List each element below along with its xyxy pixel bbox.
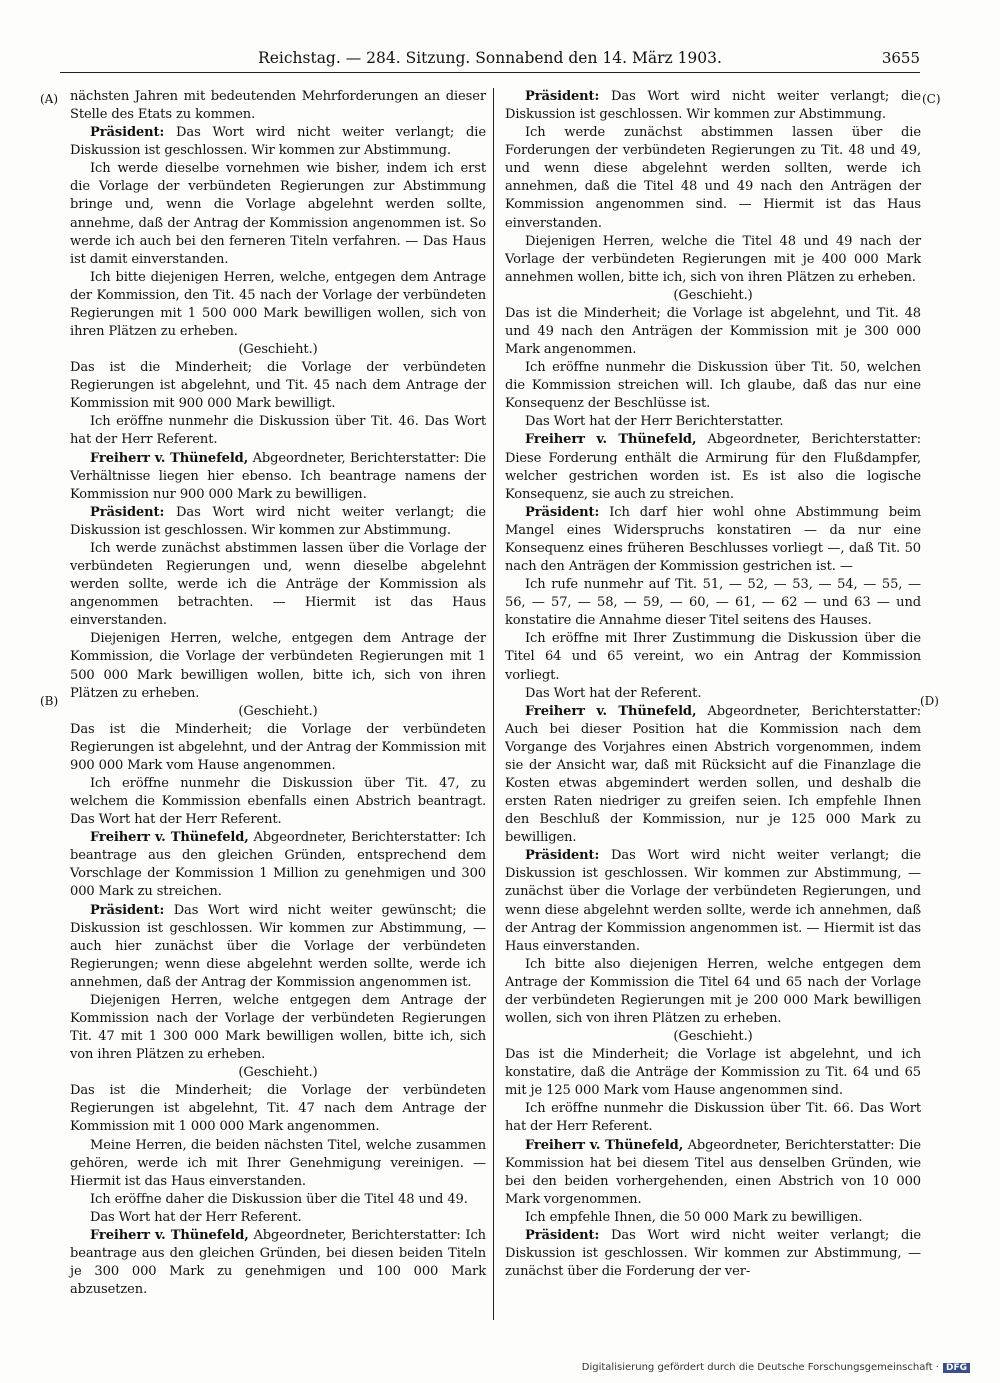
paragraph: Das ist die Minderheit; die Vorlage der verbündeten Regierungen ist abgelehnt, Tit. 47 nach dem Antrage der Kommission mit 1 000 000 Mark angenommen. xyxy=(70,1083,486,1135)
speaker-name: Freiherr v. Thünefeld, xyxy=(90,1227,249,1243)
paragraph: Präsident: Das Wort wird nicht weiter verlangt; die Diskussion ist geschlossen. Wir kommen zur Abstimmung. xyxy=(505,89,921,123)
paragraph: Das Wort hat der Herr Berichterstatter. xyxy=(525,414,784,430)
paragraph: Diejenigen Herren, welche, entgegen dem Antrage der Kommission, die Vorlage der verbündeten Regierungen mit 1 500 000 Mark bewilligen wollen, bitte ich, sich von ihren Plätzen zu erheben. xyxy=(70,631,486,701)
paragraph: Das ist die Minderheit; die Vorlage der verbündeten Regierungen ist abgelehnt, und Tit. 45 nach dem Antrage der Kommission mit 900 000 Mark bewilligt. xyxy=(70,360,486,412)
paragraph: Das Wort hat der Referent. xyxy=(525,685,702,701)
paragraph: Ich werde zunächst abstimmen lassen über die Forderungen der verbündeten Regierungen zu Tit. 48 und 49, und wenn diese abgelehnt werden sollten, werde ich annehmen, daß die Titel 48 und 49 nach den Anträgen der Kommission angenommen sind. — Hiermit ist das Haus einverstanden. xyxy=(505,125,921,231)
paragraph: Präsident: Das Wort wird nicht weiter verlangt; die Diskussion ist geschlossen. Wir kommen zur Abstimmung. xyxy=(70,125,486,159)
stage-direction: (Geschieht.) xyxy=(238,1065,318,1081)
speaker-name: Freiherr v. Thünefeld, xyxy=(525,703,697,719)
paragraph: Ich eröffne nunmehr die Diskussion über Tit. 50, welchen die Kommission streichen will. Ich glaube, daß das nur eine Konsequenz der Beschlüsse ist. xyxy=(505,360,921,412)
margin-mark-c: (C) xyxy=(922,92,941,106)
speaker-name: Freiherr v. Thünefeld, xyxy=(90,450,249,466)
page-header xyxy=(60,44,920,72)
speaker-name: Präsident: xyxy=(525,1227,600,1243)
paragraph: Das ist die Minderheit; die Vorlage ist abgelehnt, und Tit. 48 und 49 nach den Anträgen der Kommission mit je 300 000 Mark angenommen. xyxy=(505,305,921,358)
paragraph: Ich eröffne mit Ihrer Zustimmung die Diskussion über die Titel 64 und 65 vereint, wo ein Antrag der Kommission vorliegt. xyxy=(505,631,921,683)
paragraph: Ich bitte also diejenigen Herren, welche entgegen dem Antrage der Kommission die Titel 64 und 65 nach der Vorlage der verbündeten Regierungen mit je 200 000 Mark bewilligen wollen, sich von ihren Plätzen zu erheben. xyxy=(505,956,921,1026)
paragraph: Präsident: Das Wort wird nicht weiter verlangt; die Diskussion ist geschlossen. Wir kommen zur Abstimmung, — zunächst über die Forderung der ver- xyxy=(505,1227,921,1280)
paragraph: Präsident: Das Wort wird nicht weiter gewünscht; die Diskussion ist geschlossen. Wir kommen zur Abstimmung, — auch hier zunächst über die Vorlage der verbündeten Regierungen; wenn diese abgelehnt werden sollte, werde ich annehmen, daß der Antrag der Kommission angenommen ist. xyxy=(70,902,486,990)
paragraph: Freiherr v. Thünefeld, Abgeordneter, Berichterstatter: Ich beantrage aus den gleichen Gründen, entsprechend dem Vorschlage der Kommission 1 Million zu genehmigen und 300 000 Mark zu streichen. xyxy=(70,830,486,900)
speaker-name: Präsident: xyxy=(525,89,600,104)
paragraph: Meine Herren, die beiden nächsten Titel, welche zusammen gehören, werde ich mit Ihrer Genehmigung vereinigen. — Hiermit ist das Haus einverstanden. xyxy=(70,1137,486,1189)
paragraph: Ich rufe nunmehr auf Tit. 51, — 52, — 53, — 54, — 55, — 56, — 57, — 58, — 59, — 60, — 61, — 62 — und 63 — und konstatire die Annahme dieser Titel seitens des Hauses. xyxy=(505,577,921,629)
header-rule xyxy=(60,72,920,73)
paragraph: Das ist die Minderheit; die Vorlage der verbündeten Regierungen ist abgelehnt, und der Antrag der Kommission mit 900 000 Mark vom Hause angenommen. xyxy=(70,721,486,773)
right-column xyxy=(505,88,921,1281)
paragraph: Das ist die Minderheit; die Vorlage ist abgelehnt, und ich konstatire, daß die Anträge der Kommission zu Tit. 64 und 65 mit je 125 000 Mark vom Hause angenommen sind. xyxy=(505,1047,921,1099)
page-number: 3655 xyxy=(881,49,920,67)
margin-mark-d: (D) xyxy=(920,694,939,708)
left-column xyxy=(70,88,486,1299)
paragraph: Ich eröffne daher die Diskussion über die Titel 48 und 49. xyxy=(90,1191,468,1207)
paragraph: Diejenigen Herren, welche entgegen dem Antrage der Kommission nach der Vorlage der verbündeten Regierungen Tit. 47 mit 1 300 000 Mark bewilligen wollen, bitte ich, sich von ihren Plätzen zu erheben. xyxy=(70,992,486,1063)
paragraph: Ich eröffne nunmehr die Diskussion über Tit. 46. Das Wort hat der Herr Referent. xyxy=(70,414,486,448)
header-title: Reichstag. — 284. Sitzung. Sonnabend den 14. März 1903. xyxy=(258,49,722,67)
speaker-name: Freiherr v. Thünefeld, xyxy=(90,830,249,846)
margin-mark-a: (A) xyxy=(40,92,59,106)
stage-direction: (Geschieht.) xyxy=(238,703,318,719)
speaker-name: Freiherr v. Thünefeld, xyxy=(525,432,697,448)
stage-direction: (Geschieht.) xyxy=(238,342,318,358)
speaker-name: Präsident: xyxy=(525,504,600,520)
speaker-name: Freiherr v. Thünefeld, xyxy=(525,1137,684,1153)
footer-text: Digitalisierung gefördert durch die Deutsche Forschungsgemeinschaft · xyxy=(581,1362,939,1373)
margin-mark-b: (B) xyxy=(40,694,59,708)
paragraph: Freiherr v. Thünefeld, Abgeordneter, Berichterstatter: Diese Forderung enthält die Armirung für den Flußdampfer, welcher gestrichen worden ist. Es ist also die logische Konsequenz, sie auch zu streichen. xyxy=(505,432,921,502)
speaker-name: Präsident: xyxy=(90,504,165,520)
dfg-logo: DFG xyxy=(943,1363,970,1373)
paragraph: Freiherr v. Thünefeld, Abgeordneter, Berichterstatter: Die Kommission hat bei diesem Titel aus denselben Gründen, wie bei den beiden vorhergehenden, einen Abstrich von 10 000 Mark vorgenommen. xyxy=(505,1137,921,1207)
paragraph: Ich eröffne nunmehr die Diskussion über Tit. 66. Das Wort hat der Herr Referent. xyxy=(505,1101,921,1135)
column-divider xyxy=(493,88,494,1320)
paragraph: Präsident: Das Wort wird nicht weiter verlangt; die Diskussion ist geschlossen. Wir kommen zur Abstimmung. xyxy=(70,504,486,538)
paragraph: Ich bitte diejenigen Herren, welche, entgegen dem Antrage der Kommission, den Tit. 45 nach der Vorlage der verbündeten Regierungen mit 1 500 000 Mark bewilligen wollen, sich von ihren Plätzen zu erheben. xyxy=(70,269,486,340)
paragraph: Präsident: Das Wort wird nicht weiter verlangt; die Diskussion ist geschlossen. Wir kommen zur Abstimmung, — zunächst über die Vorlage der verbündeten Regierungen, und wenn diese abgelehnt werden sollte, werde ich annehmen, daß der Antrag der Kommission angenommen ist. — Hiermit ist das Haus einverstanden. xyxy=(505,848,921,954)
stage-direction: (Geschieht.) xyxy=(673,287,753,303)
paragraph: Ich eröffne nunmehr die Diskussion über Tit. 47, zu welchem die Kommission ebenfalls einen Abstrich beantragt. Das Wort hat der Herr Referent. xyxy=(70,775,486,828)
speaker-name: Präsident: xyxy=(525,848,600,864)
paragraph: Ich empfehle Ihnen, die 50 000 Mark zu bewilligen. xyxy=(525,1209,863,1225)
paragraph: Diejenigen Herren, welche die Titel 48 und 49 nach der Vorlage der verbündeten Regierungen mit je 400 000 Mark annehmen wollen, bitte ich, sich von ihren Plätzen zu erheben. xyxy=(505,233,921,285)
speaker-name: Präsident: xyxy=(90,125,165,141)
speaker-name: Präsident: xyxy=(90,902,165,918)
paragraph: Präsident: Ich darf hier wohl ohne Abstimmung beim Mangel eines Widerspruchs konstatiren — da nur eine Konsequenz eines früheren Beschlusses vorliegt —, daß Tit. 50 nach den Anträgen der Kommission gestrichen ist. — xyxy=(505,504,921,575)
stage-direction: (Geschieht.) xyxy=(673,1029,753,1045)
footer-credit xyxy=(582,1362,970,1373)
paragraph: Freiherr v. Thünefeld, Abgeordneter, Berichterstatter: Ich beantrage aus den gleichen Gründen, bei diesen beiden Titeln je 300 000 Mark zu genehmigen und 100 000 Mark abzusetzen. xyxy=(70,1227,486,1298)
paragraph: Ich werde zunächst abstimmen lassen über die Vorlage der verbündeten Regierungen und, wenn dieselbe abgelehnt werden sollte, werde ich die Anträge der Kommission als angenommen betrachten. — Hiermit ist das Haus einverstanden. xyxy=(70,540,486,629)
paragraph: Freiherr v. Thünefeld, Abgeordneter, Berichterstatter: Die Verhältnisse liegen hier ebenso. Ich beantrage namens der Kommission nur 900 000 Mark zu bewilligen. xyxy=(70,450,486,502)
paragraph: Das Wort hat der Herr Referent. xyxy=(90,1209,302,1225)
paragraph: Ich werde dieselbe vornehmen wie bisher, indem ich erst die Vorlage der verbündeten Regierungen zur Abstimmung bringe und, wenn die Vorlage abgelehnt werden sollte, annehme, daß der Antrag der Kommission angenommen ist. So werde ich auch bei den ferneren Titeln verfahren. — Das Haus ist damit einverstanden. xyxy=(70,161,486,267)
paragraph: nächsten Jahren mit bedeutenden Mehrforderungen an dieser Stelle des Etats zu kommen. xyxy=(70,89,486,123)
paragraph: Freiherr v. Thünefeld, Abgeordneter, Berichterstatter: Auch bei dieser Position hat die Kommission nach dem Vorgange des Vorjahres einen Abstrich vorgenommen, indem sie der Ansicht war, daß mit Rücksicht auf die Finanzlage die Kosten etwas abgemindert werden sollen, und deshalb die ersten Raten niedriger zu greifen seien. Ich empfehle Ihnen den Beschluß der Kommission, nur je 125 000 Mark zu bewilligen. xyxy=(505,703,921,846)
